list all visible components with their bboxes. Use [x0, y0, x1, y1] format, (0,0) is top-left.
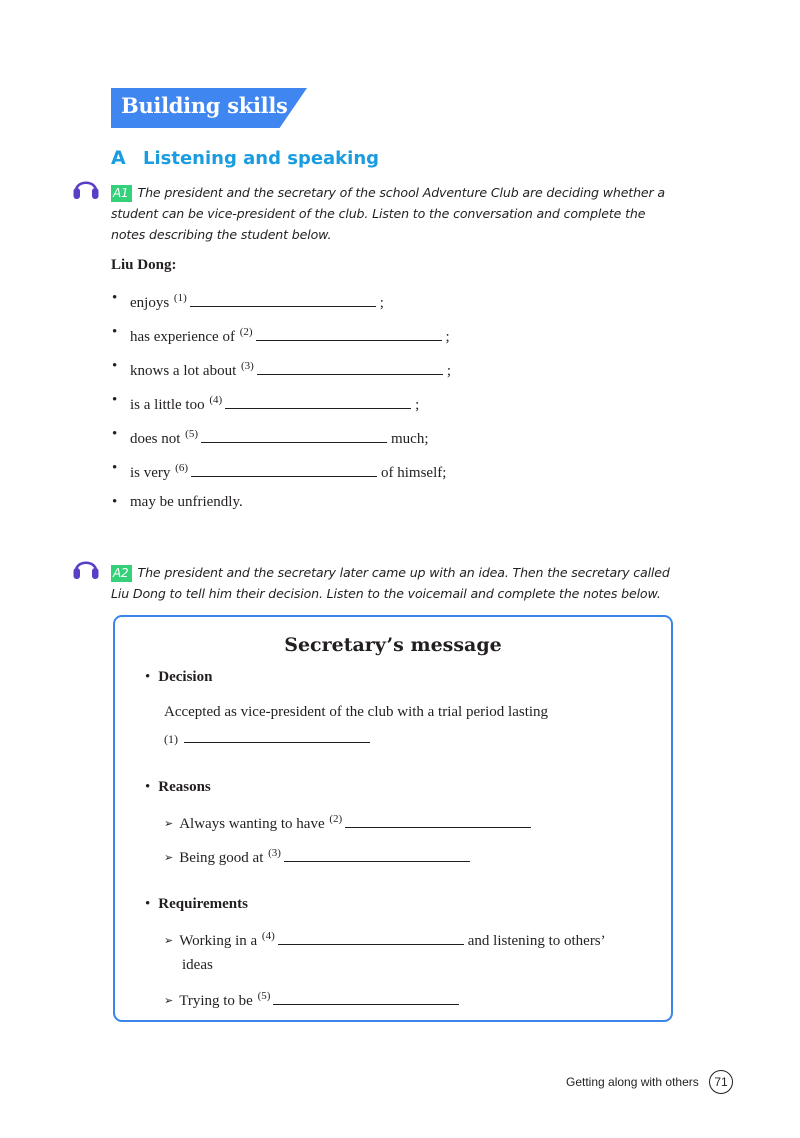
blank-number: (1): [164, 732, 178, 746]
blank-number: (1): [173, 292, 187, 304]
blank-number: (2): [239, 326, 253, 338]
note-suffix: ;: [415, 397, 420, 413]
note-text: may be unfriendly.: [130, 494, 243, 510]
note-text: knows a lot about: [130, 363, 237, 379]
list-item: [111, 387, 451, 421]
blank-number: (2): [329, 813, 343, 825]
heading-text: Decision: [158, 669, 213, 685]
list-item: [111, 421, 451, 455]
requirement-text: Trying to be: [179, 993, 253, 1009]
reason-text: Being good at: [179, 850, 264, 866]
reason-item: [164, 847, 474, 867]
requirement-suffix: and listening to others’: [467, 933, 606, 949]
a2-tag: A2: [111, 565, 132, 582]
blank-number: (5): [185, 428, 198, 440]
note-text: is a little too: [130, 397, 205, 413]
note-suffix: ;: [379, 295, 384, 311]
decision-heading: • Decision: [145, 669, 213, 685]
a1-tag: A1: [111, 185, 132, 202]
a2-instruction: [111, 562, 681, 604]
list-item: [111, 285, 451, 319]
requirement-continuation: ideas: [182, 957, 213, 973]
blank-number: (4): [261, 930, 275, 942]
blank-number: (6): [175, 462, 188, 474]
blank-number: (5): [257, 990, 271, 1002]
note-text: has experience of: [130, 329, 235, 345]
requirement-item: [164, 990, 463, 1010]
student-name-label: Liu Dong:: [111, 257, 177, 273]
page-number: 71: [709, 1070, 733, 1094]
list-item: [111, 319, 451, 353]
blank-5[interactable]: [201, 428, 387, 443]
message-blank-4[interactable]: [278, 930, 464, 945]
note-suffix: ;: [445, 329, 450, 345]
arrow-icon: ➢: [164, 935, 174, 947]
blank-1[interactable]: [190, 292, 376, 307]
headphones-icon[interactable]: [72, 554, 100, 580]
heading-text: Reasons: [158, 779, 211, 795]
reason-text: Always wanting to have: [179, 816, 325, 832]
note-suffix: much;: [391, 431, 429, 447]
arrow-icon: ➢: [164, 995, 174, 1007]
a2-instruction-text: The president and the secretary later came up with an idea. Then the secretary called Liu Dong to tell him their decision. Listen to the voicemail and complete the notes below.: [111, 565, 670, 601]
message-title: Secretary’s message: [284, 634, 502, 656]
message-blank-1[interactable]: [184, 728, 370, 743]
heading-text: Requirements: [158, 896, 248, 912]
requirements-heading: • Requirements: [145, 896, 248, 912]
note-text: does not: [130, 431, 181, 447]
a1-instruction-text: The president and the secretary of the school Adventure Club are deciding whether a student can be vice-president of the club. Listen to the conversation and complete the notes describing the student below.: [111, 185, 665, 242]
requirement-text: Working in a: [179, 933, 258, 949]
section-title: Listening and speaking: [143, 148, 380, 169]
message-blank-2[interactable]: [345, 813, 531, 828]
blank-4[interactable]: [225, 394, 411, 409]
blank-6[interactable]: [191, 462, 377, 477]
message-blank-5[interactable]: [273, 990, 459, 1005]
reasons-heading: • Reasons: [145, 779, 211, 795]
blank-3[interactable]: [257, 360, 443, 375]
requirement-item: [164, 930, 606, 950]
chapter-title: Getting along with others: [566, 1075, 699, 1089]
decision-text: Accepted as vice-president of the club with a trial period lasting: [164, 704, 549, 720]
note-suffix: ;: [446, 363, 451, 379]
section-letter: A: [111, 147, 126, 169]
arrow-icon: ➢: [164, 818, 174, 830]
blank-number: (4): [209, 394, 223, 406]
arrow-icon: ➢: [164, 852, 174, 864]
blank-number: (3): [241, 360, 254, 372]
message-blank-3[interactable]: [284, 847, 470, 862]
student-notes-list: [111, 285, 451, 523]
blank-2[interactable]: [256, 326, 442, 341]
note-text: enjoys: [130, 295, 170, 311]
list-item: [111, 353, 451, 387]
list-item: [111, 489, 451, 523]
reason-item: [164, 813, 535, 833]
blank-number: (3): [268, 847, 281, 859]
decision-blank-line: [164, 728, 374, 748]
list-item: [111, 455, 451, 489]
note-suffix: of himself;: [381, 465, 447, 481]
a1-instruction: [111, 182, 681, 245]
note-text: is very: [130, 465, 171, 481]
banner-title: Building skills: [121, 93, 288, 118]
headphones-icon[interactable]: [72, 174, 100, 200]
